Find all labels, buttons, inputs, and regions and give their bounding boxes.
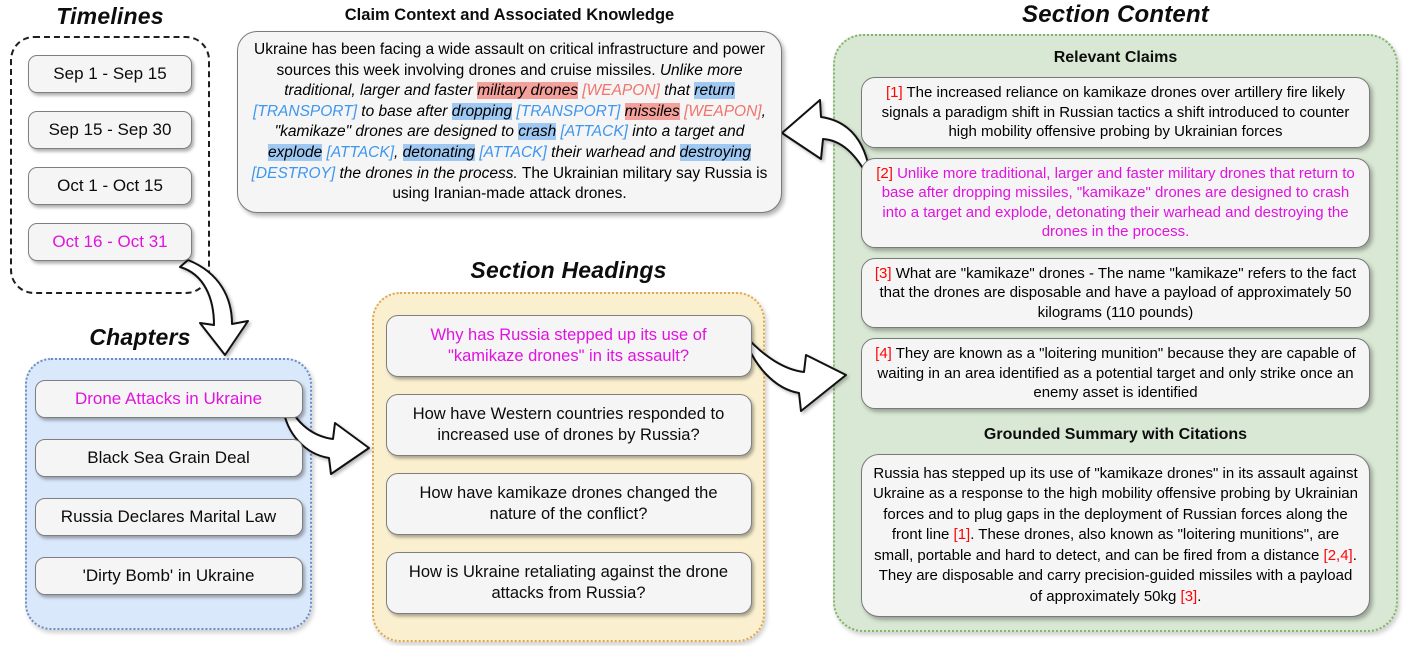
timelines-panel [10, 36, 210, 294]
text-segment: The increased reliance on kamikaze drones over artillery fire likely signals a paradigm shift in Russian tactics a shift introduced to counter high mobility offensive probing by Ukrainian forces [881, 84, 1350, 140]
text-segment: [4] [875, 345, 892, 362]
text-segment: [TRANSPORT] [516, 102, 621, 120]
text-segment: They are known as a "loitering munition" because they are capable of waiting in an area identified as a potential target and only strike once an enemy asset is identified [877, 345, 1356, 401]
text-segment: , "kamikaze" drones are designed to [274, 102, 766, 141]
text-segment: return [694, 82, 735, 100]
text-segment: [2,4] [1323, 546, 1353, 564]
text-segment: the drones in the process. [335, 164, 518, 182]
timelines-title: Timelines [56, 3, 164, 29]
claim-context-box [237, 31, 782, 213]
chapters-title: Chapters [89, 324, 191, 350]
timeline-item-selected: Oct 16 - Oct 31 [28, 223, 192, 261]
text-segment: their warhead and [546, 144, 680, 162]
text-segment: Ukraine has been facing a wide assault on critical infrastructure and power sources this week involving drones and cruise missiles. [254, 41, 765, 79]
text-segment: [ATTACK] [560, 123, 628, 141]
chapters-panel [25, 358, 312, 630]
text-segment: [ATTACK] [479, 144, 547, 162]
chapter-item: Black Sea Grain Deal [35, 439, 303, 477]
text-segment: Russia has stepped up its use of "kamikaze drones" in its assault against Ukraine as a response to the high mobility offensive probing by Ukrainian forces and to plug gaps in the deployment of Russian forces along the front line [873, 464, 1358, 544]
text-segment: Unlike more traditional, larger and faster [284, 61, 743, 100]
text-segment: [DESTROY] [251, 164, 336, 182]
relevant-claim-card [861, 77, 1370, 148]
section-content-title: Section Content [1022, 1, 1209, 28]
curved-arrow-headings-to-content-icon [742, 328, 848, 414]
chapter-item: 'Dirty Bomb' in Ukraine [35, 557, 303, 595]
relevant-claims-list [861, 77, 1370, 409]
section-heading-item-selected: Why has Russia stepped up its use of "kamikaze drones" in its assault? [386, 315, 752, 377]
section-headings-panel [372, 292, 765, 642]
section-headings-title: Section Headings [470, 257, 667, 283]
grounded-summary-heading: Grounded Summary with Citations [983, 425, 1248, 443]
text-segment: . They are disposable and carry precision-guided missiles with a payload of approximately 50kg [878, 546, 1357, 605]
relevant-claim-card [861, 258, 1370, 329]
text-segment: Unlike more traditional, larger and faster military drones that return to base after dropping missiles, "kamikaze" drones are designed to crash into a target and explode, detonating their warhead and destroying the drones in the process. [881, 164, 1355, 240]
relevant-claims-heading: Relevant Claims [1053, 49, 1178, 66]
text-segment: [WEAPON] [684, 102, 762, 120]
text-segment: destroying [679, 144, 752, 162]
text-segment: . These drones, also known as "loitering munitions", are small, portable and hard to detect, and can be fired from a distance [874, 526, 1340, 564]
section-heading-item: How have Western countries responded to increased use of drones by Russia? [386, 394, 752, 456]
curved-arrow-timelines-to-chapters-icon [180, 258, 260, 358]
grounded-summary-card [861, 454, 1370, 618]
section-content-panel [833, 34, 1398, 632]
text-segment: What are "kamikaze" drones - The name "kamikaze" refers to the fact that the drones are disposable and have a payload of approximately 50 kilograms (110 pounds) [879, 264, 1357, 321]
text-segment: [2] [876, 164, 893, 182]
timeline-item: Sep 1 - Sep 15 [28, 55, 192, 93]
text-segment: [WEAPON] [582, 82, 660, 100]
text-segment: missiles [624, 102, 680, 120]
claim-context-title: Claim Context and Associated Knowledge [344, 6, 675, 24]
text-segment [620, 103, 624, 120]
relevant-claim-card [861, 338, 1370, 409]
text-segment: [TRANSPORT] [253, 102, 357, 120]
text-segment: [3] [874, 264, 892, 282]
text-segment: that [659, 82, 695, 100]
text-segment: to base after [357, 102, 452, 120]
text-segment: [1] [953, 526, 971, 544]
timeline-item: Oct 1 - Oct 15 [28, 167, 192, 205]
text-segment: detonating [402, 144, 476, 162]
text-segment: into a target and [627, 123, 745, 141]
text-segment: [ATTACK] [326, 144, 395, 162]
relevant-claim-card [861, 158, 1370, 248]
text-segment: military drones [477, 82, 578, 100]
text-segment: crash [518, 123, 557, 141]
text-segment: The Ukrainian military say Russia is using Iranian-made attack drones. [392, 164, 768, 203]
text-segment: [3] [1180, 587, 1198, 605]
timeline-item: Sep 15 - Sep 30 [28, 111, 192, 149]
text-segment: dropping [451, 102, 513, 120]
text-segment: [1] [885, 84, 903, 101]
chapter-item: Russia Declares Marital Law [35, 498, 303, 536]
section-heading-item: How is Ukraine retaliating against the drone attacks from Russia? [386, 552, 752, 614]
text-segment: . [1197, 587, 1202, 605]
text-segment: , [394, 144, 403, 162]
text-segment: explode [267, 144, 323, 162]
section-heading-item: How have kamikaze drones changed the nature of the conflict? [386, 473, 752, 535]
chapter-item-selected: Drone Attacks in Ukraine [35, 380, 303, 418]
